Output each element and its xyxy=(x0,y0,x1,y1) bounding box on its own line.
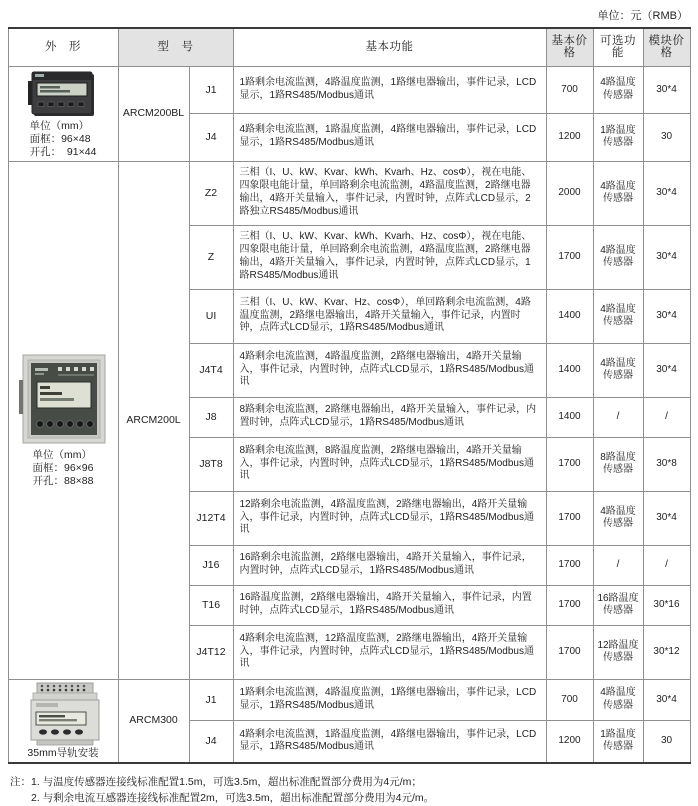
base-price-cell: 1700 xyxy=(546,437,593,491)
submodel-cell: J16 xyxy=(189,545,233,585)
base-price-cell: 700 xyxy=(546,679,593,721)
shape-cell-arcm200l xyxy=(8,161,118,679)
arcm300-device-photo-icon xyxy=(15,682,111,746)
base-price-cell: 1200 xyxy=(546,721,593,763)
model-cell-arcm200bl: ARCM200BL xyxy=(118,66,189,161)
price-table xyxy=(8,27,691,764)
base-price-cell: 1700 xyxy=(546,545,593,585)
submodel-cell: J4T12 xyxy=(189,625,233,679)
module-price-cell: 30*16 xyxy=(643,585,690,625)
arcm200l-device-photo-icon xyxy=(18,352,108,448)
module-price-cell: 30*4 xyxy=(643,491,690,545)
optional-cell: / xyxy=(593,545,643,585)
module-price-cell: 30*4 xyxy=(643,66,690,114)
module-price-cell: 30*4 xyxy=(643,289,690,343)
functions-cell: 16路剩余电流监测，2路继电器输出，4路开关量输入，事件记录，内置时钟，点阵式LCD显示，1路RS485/Modbus通讯 xyxy=(233,545,546,585)
optional-cell: / xyxy=(593,397,643,437)
optional-cell: 4路温度传感器 xyxy=(593,343,643,397)
shape-caption: 单位（mm） 面框：96×48 开孔： 91×44 xyxy=(29,119,97,158)
optional-cell: 12路温度传感器 xyxy=(593,625,643,679)
header-optional: 可选功能 xyxy=(593,28,643,66)
base-price-cell: 700 xyxy=(546,66,593,114)
functions-cell: 8路剩余电流监测，8路温度监测，2路继电器输出，4路开关量输入，事件记录，内置时钟，点阵式LCD显示，1路RS485/Modbus通讯 xyxy=(233,437,546,491)
submodel-cell: J8T8 xyxy=(189,437,233,491)
submodel-cell: J8 xyxy=(189,397,233,437)
base-price-cell: 1700 xyxy=(546,491,593,545)
optional-cell: 4路温度传感器 xyxy=(593,66,643,114)
unit-note: 单位：元（RMB） xyxy=(597,10,688,22)
submodel-cell: UI xyxy=(189,289,233,343)
module-price-cell: 30*4 xyxy=(643,161,690,225)
functions-cell: 三相（I、U、kW、Kvar、kWh、Kvarh、Hz、cosΦ），视在电能、四象限电能计量，单回路剩余电流监测，4路温度监测，2路继电器输出，4路开关量输入，事件记录，内置时钟，点阵式LCD显示，2路独立RS485/Modbus通讯 xyxy=(233,161,546,225)
base-price-cell: 2000 xyxy=(546,161,593,225)
functions-cell: 8路剩余电流监测，2路继电器输出，4路开关量输入，事件记录，内置时钟，点阵式LCD显示，1路RS485/Modbus通讯 xyxy=(233,397,546,437)
module-price-cell: 30*4 xyxy=(643,343,690,397)
functions-cell: 4路剩余电流监测，1路温度监测，4路继电器输出，事件记录，LCD显示，1路RS485/Modbus通讯 xyxy=(233,721,546,763)
header-shape: 外 形 xyxy=(8,28,118,66)
footnote-line: 2. 与剩余电流互感器连接线标准配置2m，可选3.5m，超出标准配置部分费用为4元/m。 xyxy=(31,791,435,804)
header-module-price: 模块价格 xyxy=(643,28,690,66)
optional-cell: 8路温度传感器 xyxy=(593,437,643,491)
arcm200bl-device-photo-icon xyxy=(25,69,101,119)
submodel-cell: J1 xyxy=(189,679,233,721)
functions-cell: 4路剩余电流监测，12路温度监测，2路继电器输出，4路开关量输入，事件记录，内置时钟，点阵式LCD显示，1路RS485/Modbus通讯 xyxy=(233,625,546,679)
footnote-line: 1. 与温度传感器连接线标准配置1.5m，可选3.5m，超出标准配置部分费用为4元/m； xyxy=(31,775,422,788)
module-price-cell: 30*4 xyxy=(643,679,690,721)
table-row xyxy=(8,66,690,114)
functions-cell: 4路剩余电流监测，1路温度监测，4路继电器输出，事件记录，LCD显示，1路RS485/Modbus通讯 xyxy=(233,114,546,162)
shape-caption: 35mm导轨安装 xyxy=(27,746,99,759)
submodel-cell: J1 xyxy=(189,66,233,114)
shape-cell-arcm300 xyxy=(8,679,118,763)
header-model: 型 号 xyxy=(118,28,233,66)
submodel-cell: J12T4 xyxy=(189,491,233,545)
submodel-cell: T16 xyxy=(189,585,233,625)
optional-cell: 4路温度传感器 xyxy=(593,225,643,289)
base-price-cell: 1200 xyxy=(546,114,593,162)
base-price-cell: 1700 xyxy=(546,625,593,679)
shape-caption: 单位（mm） 面框：96×96 开孔：88×88 xyxy=(32,449,94,487)
optional-cell: 16路温度传感器 xyxy=(593,585,643,625)
submodel-cell: Z xyxy=(189,225,233,289)
module-price-cell: / xyxy=(643,545,690,585)
model-cell-arcm200l: ARCM200L xyxy=(118,161,189,679)
functions-cell: 三相（I、U、kW、Kvar、Hz、cosΦ），单回路剩余电流监测，4路温度监测，2路继电器输出，4路开关量输入，事件记录，内置时钟，点阵式LCD显示，1路RS485/Modbus通讯 xyxy=(233,289,546,343)
module-price-cell: 30 xyxy=(643,114,690,162)
base-price-cell: 1400 xyxy=(546,397,593,437)
functions-cell: 1路剩余电流监测，4路温度监测，1路继电器输出，事件记录，LCD显示，1路RS485/Modbus通讯 xyxy=(233,66,546,114)
functions-cell: 12路剩余电流监测，4路温度监测，2路继电器输出，4路开关量输入，事件记录，内置时钟，点阵式LCD显示，1路RS485/Modbus通讯 xyxy=(233,491,546,545)
table-row xyxy=(8,679,690,721)
submodel-cell: J4 xyxy=(189,721,233,763)
base-price-cell: 1400 xyxy=(546,343,593,397)
module-price-cell: / xyxy=(643,397,690,437)
submodel-cell: J4T4 xyxy=(189,343,233,397)
module-price-cell: 30*4 xyxy=(643,225,690,289)
optional-cell: 4路温度传感器 xyxy=(593,491,643,545)
header-base-price: 基本价格 xyxy=(546,28,593,66)
footnotes-body xyxy=(31,774,434,806)
header-row xyxy=(8,28,690,66)
submodel-cell: Z2 xyxy=(189,161,233,225)
functions-cell: 三相（I、U、kW、Kvar、kWh、Kvarh、Hz、cosΦ），视在电能、四象限电能计量，单回路剩余电流监测，4路温度监测，2路继电器输出，4路开关量输入，事件记录，内置时钟，点阵式LCD显示，1路RS485/Modbus通讯 xyxy=(233,225,546,289)
module-price-cell: 30*8 xyxy=(643,437,690,491)
model-cell-arcm300: ARCM300 xyxy=(118,679,189,763)
base-price-cell: 1700 xyxy=(546,585,593,625)
footnotes-label: 注： xyxy=(10,775,31,788)
base-price-cell: 1400 xyxy=(546,289,593,343)
footnotes xyxy=(10,774,698,806)
submodel-cell: J4 xyxy=(189,114,233,162)
base-price-cell: 1700 xyxy=(546,225,593,289)
functions-cell: 1路剩余电流监测，4路温度监测，1路继电器输出，事件记录，LCD显示，1路RS485/Modbus通讯 xyxy=(233,679,546,721)
optional-cell: 1路温度传感器 xyxy=(593,114,643,162)
optional-cell: 4路温度传感器 xyxy=(593,289,643,343)
optional-cell: 4路温度传感器 xyxy=(593,161,643,225)
table-row xyxy=(8,161,690,225)
header-functions: 基本功能 xyxy=(233,28,546,66)
optional-cell: 1路温度传感器 xyxy=(593,721,643,763)
module-price-cell: 30*12 xyxy=(643,625,690,679)
module-price-cell: 30 xyxy=(643,721,690,763)
functions-cell: 4路剩余电流监测，4路温度监测，2路继电器输出，4路开关量输入，事件记录，内置时钟，点阵式LCD显示，1路RS485/Modbus通讯 xyxy=(233,343,546,397)
shape-cell-arcm200bl xyxy=(8,66,118,161)
functions-cell: 16路温度监测，2路继电器输出，4路开关量输入，事件记录，内置时钟，点阵式LCD显示，1路RS485/Modbus通讯 xyxy=(233,585,546,625)
optional-cell: 4路温度传感器 xyxy=(593,679,643,721)
